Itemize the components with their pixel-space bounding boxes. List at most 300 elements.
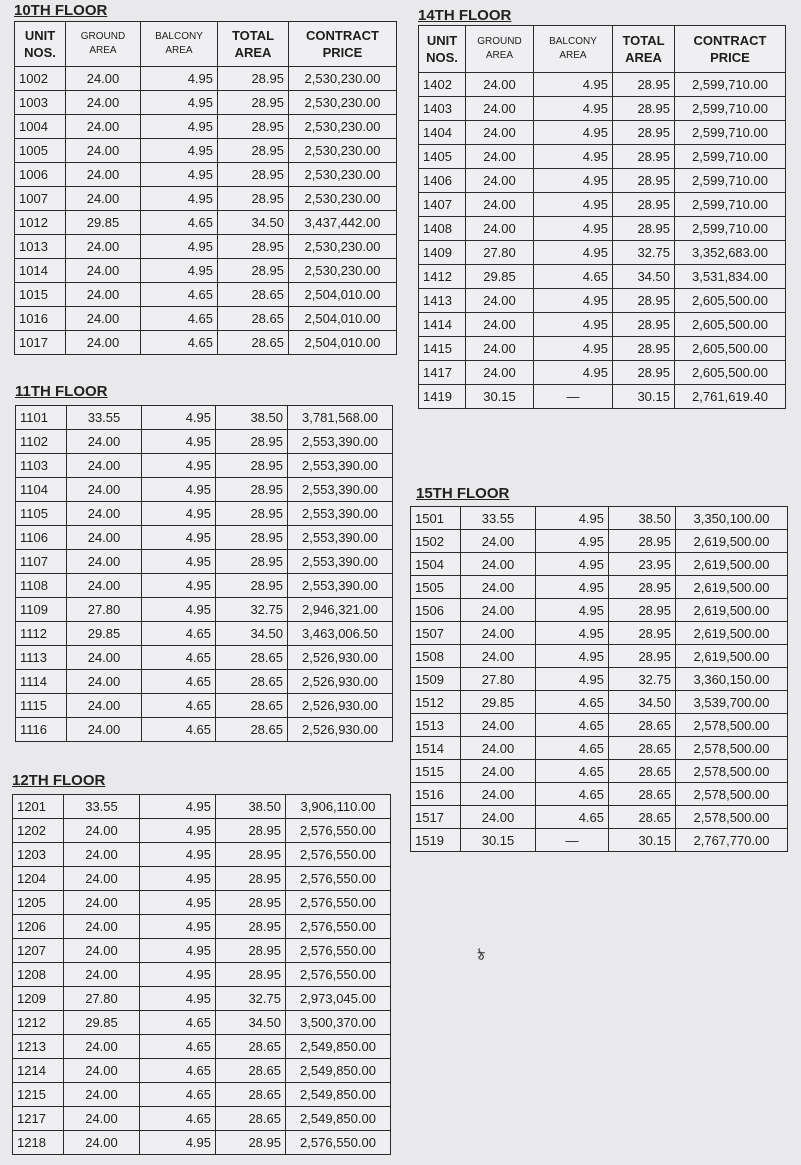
total-area-cell: 28.95 [613,193,675,217]
table-row [16,622,393,646]
unit-no-cell: 1016 [15,307,66,331]
ground-area-cell: 24.00 [466,145,534,169]
balcony-area-cell: 4.95 [536,599,609,622]
table-row [13,843,391,867]
table-row [15,115,397,139]
total-area-cell: 28.95 [613,169,675,193]
balcony-area-cell: 4.95 [142,454,216,478]
balcony-area-cell: 4.65 [534,265,613,289]
total-area-cell: 28.95 [613,97,675,121]
balcony-area-cell: 4.95 [536,530,609,553]
floor-11-title: 11TH FLOOR [15,383,108,400]
contract-price-cell: 2,530,230.00 [289,187,397,211]
balcony-area-cell: 4.65 [140,1083,216,1107]
contract-price-cell: 2,619,500.00 [676,530,788,553]
contract-price-cell: 2,619,500.00 [676,622,788,645]
balcony-area-cell: 4.65 [536,691,609,714]
table-row [411,645,788,668]
table-row [13,1107,391,1131]
balcony-area-cell: 4.65 [536,714,609,737]
contract-price-cell: 2,526,930.00 [288,646,393,670]
ground-area-cell: 24.00 [67,694,142,718]
balcony-area-cell: 4.95 [141,115,218,139]
contract-price-cell: 3,350,100.00 [676,507,788,530]
ground-area-cell: 24.00 [64,843,140,867]
table-row [419,289,786,313]
ground-area-cell: 24.00 [461,553,536,576]
total-area-cell: 28.95 [218,115,289,139]
total-area-cell: 28.65 [609,760,676,783]
unit-no-cell: 1005 [15,139,66,163]
balcony-area-cell: 4.65 [536,760,609,783]
ground-area-cell: 24.00 [67,646,142,670]
balcony-area-cell: 4.95 [141,235,218,259]
total-area-cell: 28.65 [218,283,289,307]
table-row [15,283,397,307]
table-row [411,691,788,714]
unit-no-cell: 1205 [13,891,64,915]
table-row [411,599,788,622]
total-area-cell: 34.50 [613,265,675,289]
balcony-area-cell: 4.95 [141,259,218,283]
balcony-area-cell: 4.65 [142,694,216,718]
contract-price-cell: 2,619,500.00 [676,599,788,622]
unit-no-cell: 1408 [419,217,466,241]
total-area-cell: 38.50 [609,507,676,530]
balcony-area-cell: 4.95 [536,507,609,530]
unit-no-cell: 1114 [16,670,67,694]
ground-area-cell: 24.00 [466,97,534,121]
total-area-cell: 28.95 [216,526,288,550]
contract-price-cell: 2,576,550.00 [286,915,391,939]
floor-14-table [418,25,786,409]
table-row [16,694,393,718]
contract-price-cell: 2,530,230.00 [289,235,397,259]
balcony-area-cell: 4.95 [534,217,613,241]
balcony-area-cell: 4.95 [142,430,216,454]
unit-no-cell: 1516 [411,783,461,806]
total-area-cell: 34.50 [216,622,288,646]
contract-price-cell: 2,576,550.00 [286,939,391,963]
balcony-area-cell: 4.95 [140,1131,216,1155]
ground-area-cell: 24.00 [461,576,536,599]
balcony-area-cell: — [534,385,613,409]
balcony-area-cell: 4.65 [141,283,218,307]
ground-area-cell: 24.00 [66,91,141,115]
balcony-area-cell: 4.95 [141,187,218,211]
table-row [419,241,786,265]
total-area-cell: 28.95 [216,478,288,502]
table-row [16,718,393,742]
contract-price-cell: 3,539,700.00 [676,691,788,714]
balcony-area-cell: 4.95 [140,963,216,987]
unit-no-cell: 1112 [16,622,67,646]
total-area-cell: 28.65 [216,1107,286,1131]
unit-no-cell: 1504 [411,553,461,576]
table-row [16,646,393,670]
unit-no-cell: 1116 [16,718,67,742]
unit-no-cell: 1212 [13,1011,64,1035]
table-row [16,502,393,526]
total-area-cell: 28.95 [216,939,286,963]
unit-no-cell: 1512 [411,691,461,714]
header-row [419,26,786,73]
ground-area-cell: 30.15 [466,385,534,409]
unit-no-cell: 1101 [16,406,67,430]
balcony-area-cell: 4.95 [140,915,216,939]
ground-area-header: GROUND AREA [466,26,534,73]
unit-no-cell: 1003 [15,91,66,115]
balcony-area-cell: 4.95 [534,241,613,265]
unit-no-cell: 1508 [411,645,461,668]
contract-price-cell: 3,352,683.00 [675,241,786,265]
ground-area-cell: 24.00 [64,915,140,939]
balcony-area-cell: 4.95 [140,795,216,819]
ground-area-cell: 24.00 [66,307,141,331]
unit-no-cell: 1107 [16,550,67,574]
total-area-cell: 28.95 [216,454,288,478]
table-row [419,193,786,217]
ground-area-cell: 24.00 [66,163,141,187]
balcony-area-cell: 4.65 [536,783,609,806]
table-row [411,553,788,576]
contract-price-cell: 2,599,710.00 [675,121,786,145]
balcony-area-cell: 4.95 [142,526,216,550]
contract-price-cell: 2,553,390.00 [288,430,393,454]
contract-price-cell: 2,605,500.00 [675,337,786,361]
total-area-cell: 28.95 [609,576,676,599]
ground-area-cell: 24.00 [461,645,536,668]
ground-area-cell: 24.00 [466,217,534,241]
unit-no-cell: 1507 [411,622,461,645]
balcony-area-cell: 4.95 [536,553,609,576]
balcony-area-cell: 4.65 [140,1107,216,1131]
table-row [13,891,391,915]
contract-price-cell: 2,549,850.00 [286,1083,391,1107]
table-row [419,337,786,361]
unit-no-cell: 1519 [411,829,461,852]
table-row [15,187,397,211]
table-row [411,668,788,691]
balcony-area-cell: 4.95 [142,406,216,430]
total-area-cell: 28.95 [216,502,288,526]
table-row [16,526,393,550]
ground-area-cell: 27.80 [461,668,536,691]
table-row [16,454,393,478]
ground-area-cell: 24.00 [67,550,142,574]
balcony-area-cell: 4.95 [536,645,609,668]
balcony-area-cell: 4.65 [142,670,216,694]
contract-price-cell: 2,619,500.00 [676,576,788,599]
ground-area-cell: 24.00 [64,1107,140,1131]
unit-no-cell: 1407 [419,193,466,217]
ground-area-cell: 24.00 [66,139,141,163]
total-area-cell: 28.95 [613,313,675,337]
contract-price-cell: 2,576,550.00 [286,1131,391,1155]
contract-price-header: CONTRACT PRICE [289,22,397,67]
unit-no-cell: 1102 [16,430,67,454]
ground-area-cell: 24.00 [466,73,534,97]
table-row [13,1035,391,1059]
ground-area-cell: 24.00 [67,718,142,742]
contract-price-cell: 2,549,850.00 [286,1035,391,1059]
unit-no-cell: 1208 [13,963,64,987]
table-row [15,211,397,235]
total-area-cell: 28.95 [609,599,676,622]
total-area-cell: 28.95 [613,289,675,313]
balcony-area-cell: 4.65 [140,1035,216,1059]
table-row [15,235,397,259]
ground-area-cell: 24.00 [67,574,142,598]
ground-area-cell: 24.00 [66,115,141,139]
floor-10-title: 10TH FLOOR [14,2,108,19]
ground-area-cell: 24.00 [64,1059,140,1083]
table-row [16,670,393,694]
balcony-area-cell: 4.95 [140,867,216,891]
ground-area-cell: 24.00 [66,259,141,283]
ground-area-cell: 24.00 [64,867,140,891]
ground-area-cell: 24.00 [66,283,141,307]
floor-10-table [14,21,397,355]
unit-no-cell: 1515 [411,760,461,783]
unit-no-cell: 1204 [13,867,64,891]
contract-price-cell: 2,530,230.00 [289,91,397,115]
total-area-cell: 30.15 [613,385,675,409]
unit-no-cell: 1002 [15,67,66,91]
unit-nos-header: UNIT NOS. [15,22,66,67]
unit-no-cell: 1509 [411,668,461,691]
unit-no-cell: 1213 [13,1035,64,1059]
unit-no-cell: 1505 [411,576,461,599]
unit-no-cell: 1014 [15,259,66,283]
ground-area-cell: 24.00 [466,121,534,145]
total-area-cell: 28.95 [216,867,286,891]
table-row [13,963,391,987]
total-area-cell: 28.95 [613,217,675,241]
total-area-cell: 28.95 [216,843,286,867]
total-area-cell: 28.95 [218,139,289,163]
total-area-header: TOTAL AREA [613,26,675,73]
contract-price-cell: 2,530,230.00 [289,67,397,91]
contract-price-cell: 2,767,770.00 [676,829,788,852]
table-row [419,385,786,409]
contract-price-cell: 3,437,442.00 [289,211,397,235]
unit-no-cell: 1209 [13,987,64,1011]
ground-area-cell: 27.80 [466,241,534,265]
contract-price-cell: 2,530,230.00 [289,139,397,163]
balcony-area-cell: 4.65 [141,211,218,235]
table-row [15,331,397,355]
ground-area-cell: 24.00 [67,670,142,694]
ground-area-cell: 33.55 [67,406,142,430]
ground-area-cell: 24.00 [64,891,140,915]
contract-price-cell: 2,599,710.00 [675,217,786,241]
total-area-cell: 28.65 [216,1083,286,1107]
balcony-area-cell: 4.95 [140,939,216,963]
total-area-cell: 28.95 [218,67,289,91]
table-row [15,91,397,115]
unit-no-cell: 1004 [15,115,66,139]
table-row [16,406,393,430]
table-row [411,507,788,530]
contract-price-cell: 2,553,390.00 [288,454,393,478]
balcony-area-cell: 4.95 [142,502,216,526]
table-row [419,313,786,337]
total-area-cell: 28.95 [609,645,676,668]
contract-price-cell: 2,576,550.00 [286,819,391,843]
contract-price-cell: 2,526,930.00 [288,694,393,718]
total-area-cell: 28.95 [216,891,286,915]
balcony-area-header: BALCONY AREA [534,26,613,73]
ground-area-cell: 29.85 [64,1011,140,1035]
total-area-cell: 28.95 [613,121,675,145]
contract-price-cell: 2,526,930.00 [288,718,393,742]
unit-no-cell: 1108 [16,574,67,598]
balcony-area-cell: 4.65 [536,737,609,760]
table-row [419,217,786,241]
total-area-cell: 28.65 [609,806,676,829]
balcony-area-cell: 4.95 [140,843,216,867]
stray-ink-mark: ঠ [478,949,485,963]
unit-no-cell: 1106 [16,526,67,550]
contract-price-cell: 2,504,010.00 [289,307,397,331]
contract-price-cell: 3,360,150.00 [676,668,788,691]
total-area-cell: 28.95 [613,145,675,169]
total-area-header: TOTAL AREA [218,22,289,67]
balcony-area-cell: 4.95 [534,169,613,193]
unit-no-cell: 1202 [13,819,64,843]
total-area-cell: 28.65 [216,1035,286,1059]
total-area-cell: 34.50 [609,691,676,714]
contract-price-cell: 2,578,500.00 [676,806,788,829]
balcony-area-cell: 4.65 [142,622,216,646]
total-area-cell: 38.50 [216,795,286,819]
balcony-area-cell: 4.95 [141,91,218,115]
contract-price-cell: 2,605,500.00 [675,313,786,337]
ground-area-cell: 24.00 [67,502,142,526]
ground-area-cell: 24.00 [461,737,536,760]
contract-price-cell: 2,576,550.00 [286,963,391,987]
total-area-cell: 28.65 [216,646,288,670]
contract-price-cell: 3,500,370.00 [286,1011,391,1035]
table-row [13,867,391,891]
contract-price-cell: 2,599,710.00 [675,145,786,169]
total-area-cell: 28.65 [216,670,288,694]
unit-no-cell: 1218 [13,1131,64,1155]
unit-no-cell: 1517 [411,806,461,829]
unit-no-cell: 1506 [411,599,461,622]
total-area-cell: 32.75 [609,668,676,691]
contract-price-cell: 2,578,500.00 [676,760,788,783]
unit-no-cell: 1217 [13,1107,64,1131]
header-row [15,22,397,67]
balcony-area-cell: 4.65 [140,1011,216,1035]
ground-area-cell: 27.80 [67,598,142,622]
table-row [411,760,788,783]
total-area-cell: 28.95 [218,259,289,283]
ground-area-cell: 33.55 [461,507,536,530]
contract-price-cell: 2,761,619.40 [675,385,786,409]
table-row [15,163,397,187]
contract-price-cell: 2,576,550.00 [286,867,391,891]
contract-price-cell: 2,553,390.00 [288,526,393,550]
balcony-area-cell: 4.95 [536,668,609,691]
balcony-area-cell: 4.95 [534,193,613,217]
balcony-area-header: BALCONY AREA [141,22,218,67]
ground-area-cell: 24.00 [66,67,141,91]
total-area-cell: 23.95 [609,553,676,576]
contract-price-cell: 2,605,500.00 [675,361,786,385]
unit-no-cell: 1514 [411,737,461,760]
contract-price-cell: 2,973,045.00 [286,987,391,1011]
table-row [13,1059,391,1083]
unit-no-cell: 1206 [13,915,64,939]
table-row [419,145,786,169]
total-area-cell: 28.65 [609,714,676,737]
unit-no-cell: 1017 [15,331,66,355]
contract-price-cell: 2,599,710.00 [675,73,786,97]
table-row [15,139,397,163]
unit-no-cell: 1404 [419,121,466,145]
unit-no-cell: 1207 [13,939,64,963]
total-area-cell: 28.95 [216,430,288,454]
contract-price-cell: 3,781,568.00 [288,406,393,430]
unit-no-cell: 1417 [419,361,466,385]
ground-area-cell: 24.00 [66,187,141,211]
balcony-area-cell: — [536,829,609,852]
ground-area-cell: 24.00 [466,289,534,313]
contract-price-cell: 2,599,710.00 [675,169,786,193]
balcony-area-cell: 4.95 [141,139,218,163]
unit-no-cell: 1006 [15,163,66,187]
contract-price-cell: 2,578,500.00 [676,783,788,806]
balcony-area-cell: 4.65 [142,646,216,670]
unit-no-cell: 1007 [15,187,66,211]
balcony-area-cell: 4.65 [142,718,216,742]
contract-price-cell: 2,599,710.00 [675,193,786,217]
balcony-area-cell: 4.65 [141,307,218,331]
ground-area-cell: 29.85 [466,265,534,289]
ground-area-cell: 24.00 [466,337,534,361]
unit-no-cell: 1103 [16,454,67,478]
balcony-area-cell: 4.95 [140,819,216,843]
balcony-area-cell: 4.95 [142,574,216,598]
ground-area-cell: 24.00 [64,963,140,987]
ground-area-cell: 24.00 [67,430,142,454]
contract-price-cell: 2,946,321.00 [288,598,393,622]
contract-price-cell: 3,531,834.00 [675,265,786,289]
unit-no-cell: 1409 [419,241,466,265]
total-area-cell: 28.65 [218,307,289,331]
total-area-cell: 28.65 [216,1059,286,1083]
unit-no-cell: 1105 [16,502,67,526]
balcony-area-cell: 4.95 [140,987,216,1011]
total-area-cell: 28.95 [216,915,286,939]
balcony-area-cell: 4.95 [141,67,218,91]
balcony-area-cell: 4.95 [534,361,613,385]
unit-no-cell: 1113 [16,646,67,670]
table-row [419,361,786,385]
ground-area-header: GROUND AREA [66,22,141,67]
balcony-area-cell: 4.65 [141,331,218,355]
unit-no-cell: 1104 [16,478,67,502]
table-row [419,265,786,289]
contract-price-cell: 2,619,500.00 [676,553,788,576]
unit-no-cell: 1405 [419,145,466,169]
contract-price-cell: 2,549,850.00 [286,1059,391,1083]
total-area-cell: 28.95 [218,235,289,259]
contract-price-cell: 2,619,500.00 [676,645,788,668]
